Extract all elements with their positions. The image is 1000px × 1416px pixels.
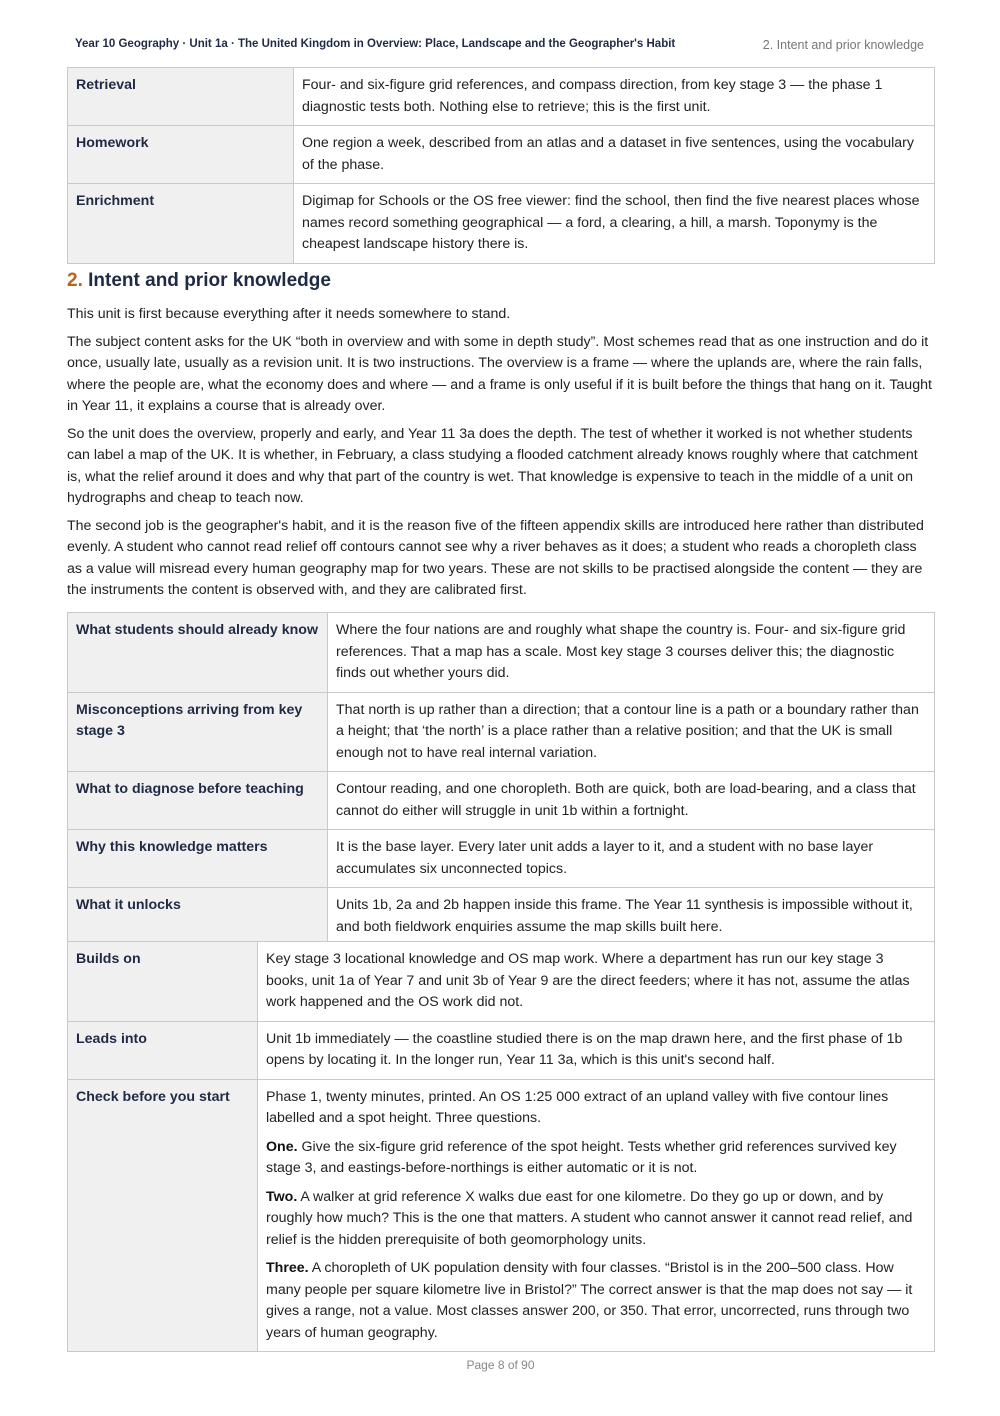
check-intro: Phase 1, twenty minutes, printed. An OS 1:25 000 extract of an upland valley with five contour lines labelled and a spot height. Three questions.: [266, 1088, 889, 1126]
table-row: [68, 613, 935, 693]
table-row: [68, 942, 935, 1022]
row-key-unlocks: What it unlocks: [68, 888, 328, 946]
section-number: 2.: [67, 270, 83, 291]
row-value-retrieval: Four- and six-figure grid references, and compass direction, from key stage 3 — the phase 1 diagnostic tests both. Nothing else to retrieve; this is the first unit.: [294, 68, 935, 126]
running-title: Year 10 Geography · Unit 1a · The United Kingdom in Overview: Place, Landscape and the Geographer's Habit: [75, 38, 676, 50]
section-body: [67, 304, 934, 608]
table-row: [68, 692, 935, 772]
sequencing-table: [67, 941, 935, 1352]
row-key-why-matters: Why this knowledge matters: [68, 830, 328, 888]
row-key-already-know: What students should already know: [68, 613, 328, 693]
question-label: Three.: [266, 1260, 309, 1276]
row-key-homework: Homework: [68, 126, 294, 184]
table-row: [68, 830, 935, 888]
row-value-leads-into: Unit 1b immediately — the coastline studied there is on the map drawn here, and the first phase of 1b opens by locating it. In the longer run, Year 11 3a, which is this unit's second half.: [258, 1021, 935, 1079]
section-heading: [67, 270, 331, 292]
unit-info-table: [67, 67, 935, 264]
page-footer: Page 8 of 90: [466, 1358, 535, 1372]
question-text: A walker at grid reference X walks due east for one kilometre. Do they go up or down, and by roughly how much? This is the one that matters. A student who cannot answer it cannot read relief, and relief is the hidden prerequisite of both geomorphology units.: [266, 1188, 913, 1248]
row-value-why-matters: It is the base layer. Every later unit adds a layer to it, and a student with no base layer accumulates six unconnected topics.: [328, 830, 935, 888]
table-row: [68, 68, 935, 126]
check-question-three: [266, 1258, 926, 1344]
table-row: [68, 1021, 935, 1079]
row-value-builds-on: Key stage 3 locational knowledge and OS map work. Where a department has run our key stage 3 books, unit 1a of Year 7 and unit 3b of Year 9 are the direct feeders; where it has not, assume the atlas work happened and the OS work did not.: [258, 942, 935, 1022]
question-label: One.: [266, 1138, 298, 1155]
row-key-retrieval: Retrieval: [68, 68, 294, 126]
running-header: [67, 38, 934, 56]
paragraph: This unit is first because everything after it needs somewhere to stand.: [67, 306, 511, 322]
section-title: Intent and prior knowledge: [88, 270, 331, 291]
paragraph: So the unit does the overview, properly and early, and Year 11 3a does the depth. The test of whether it worked is not whether students can label a map of the UK. It is whether, in February, a class studying a flooded catchment already knows roughly where that catchment is, what the relief around it does and why that part of the country is wet. That knowledge is expensive to teach in the middle of a unit on hydrographs and cheap to teach now.: [67, 425, 918, 506]
table-row: [68, 184, 935, 264]
question-label: Two.: [266, 1188, 298, 1205]
row-value-homework: One region a week, described from an atlas and a dataset in five sentences, using the vocabulary of the phase.: [294, 126, 935, 184]
row-key-misconceptions: Misconceptions arriving from key stage 3: [68, 692, 328, 772]
paragraph: The second job is the geographer's habit, and it is the reason five of the fifteen appendix skills are introduced here rather than distributed evenly. A student who cannot read relief off contours cannot see why a river behaves as it does; a student who reads a choropleth class as a value will misread every human geography map for two years. These are not skills to be practised alongside the content — they are the instruments the content is observed with, and they are calibrated first.: [67, 517, 924, 598]
table-row: [68, 1079, 935, 1352]
row-key-enrichment: Enrichment: [68, 184, 294, 264]
paragraph: The subject content asks for the UK “both in overview and with some in depth study”. Most schemes read that as one instruction and do it once, usually late, usually as a revision unit. It is two instructions. The overview is a frame — where the uplands are, where the rain falls, where the people are, what the economy does and where — and a frame is only useful if it is built before the things that hang on it. Taught in Year 11, it explains a course that is already over.: [67, 333, 932, 414]
section-label: 2. Intent and prior knowledge: [762, 38, 924, 52]
row-value-unlocks: Units 1b, 2a and 2b happen inside this frame. The Year 11 synthesis is impossible without it, and both fieldwork enquiries assume the map skills built here.: [328, 888, 935, 946]
table-row: [68, 888, 935, 946]
prior-knowledge-table: [67, 612, 935, 946]
row-key-builds-on: Builds on: [68, 942, 258, 1022]
question-text: A choropleth of UK population density with four classes. “Bristol is in the 200–500 class. How many people per square kilometre live in Bristol?” The correct answer is that the map does not say — it gives a range, not a value. Most classes answer 200, or 350. That error, uncorrected, runs through two years of human geography.: [266, 1260, 913, 1341]
row-value-already-know: Where the four nations are and roughly what shape the country is. Four- and six-figure grid references. That a map has a scale. Most key stage 3 courses deliver this; the diagnostic finds out whether yours did.: [328, 613, 935, 693]
row-key-leads-into: Leads into: [68, 1021, 258, 1079]
question-text: Give the six-figure grid reference of the spot height. Tests whether grid references survived key stage 3, and eastings-before-northings is either automatic or it is not.: [266, 1138, 897, 1176]
row-value-diagnose: Contour reading, and one choropleth. Both are quick, both are load-bearing, and a class that cannot do either will struggle in unit 1b within a fortnight.: [328, 772, 935, 830]
check-question-two: [266, 1187, 926, 1252]
row-key-check: Check before you start: [68, 1079, 258, 1352]
row-value-misconceptions: That north is up rather than a direction; that a contour line is a path or a boundary rather than a height; that ‘the north’ is a place rather than a relative position; and that the UK is small enough not to have real internal variation.: [328, 692, 935, 772]
row-value-enrichment: Digimap for Schools or the OS free viewer: find the school, then find the five nearest places whose names record something geographical — a ford, a clearing, a hill, a marsh. Toponymy is the cheapest landscape history there is.: [294, 184, 935, 264]
row-value-check: [258, 1079, 935, 1352]
table-row: [68, 772, 935, 830]
table-row: [68, 126, 935, 184]
row-key-diagnose: What to diagnose before teaching: [68, 772, 328, 830]
check-question-one: [266, 1137, 926, 1180]
